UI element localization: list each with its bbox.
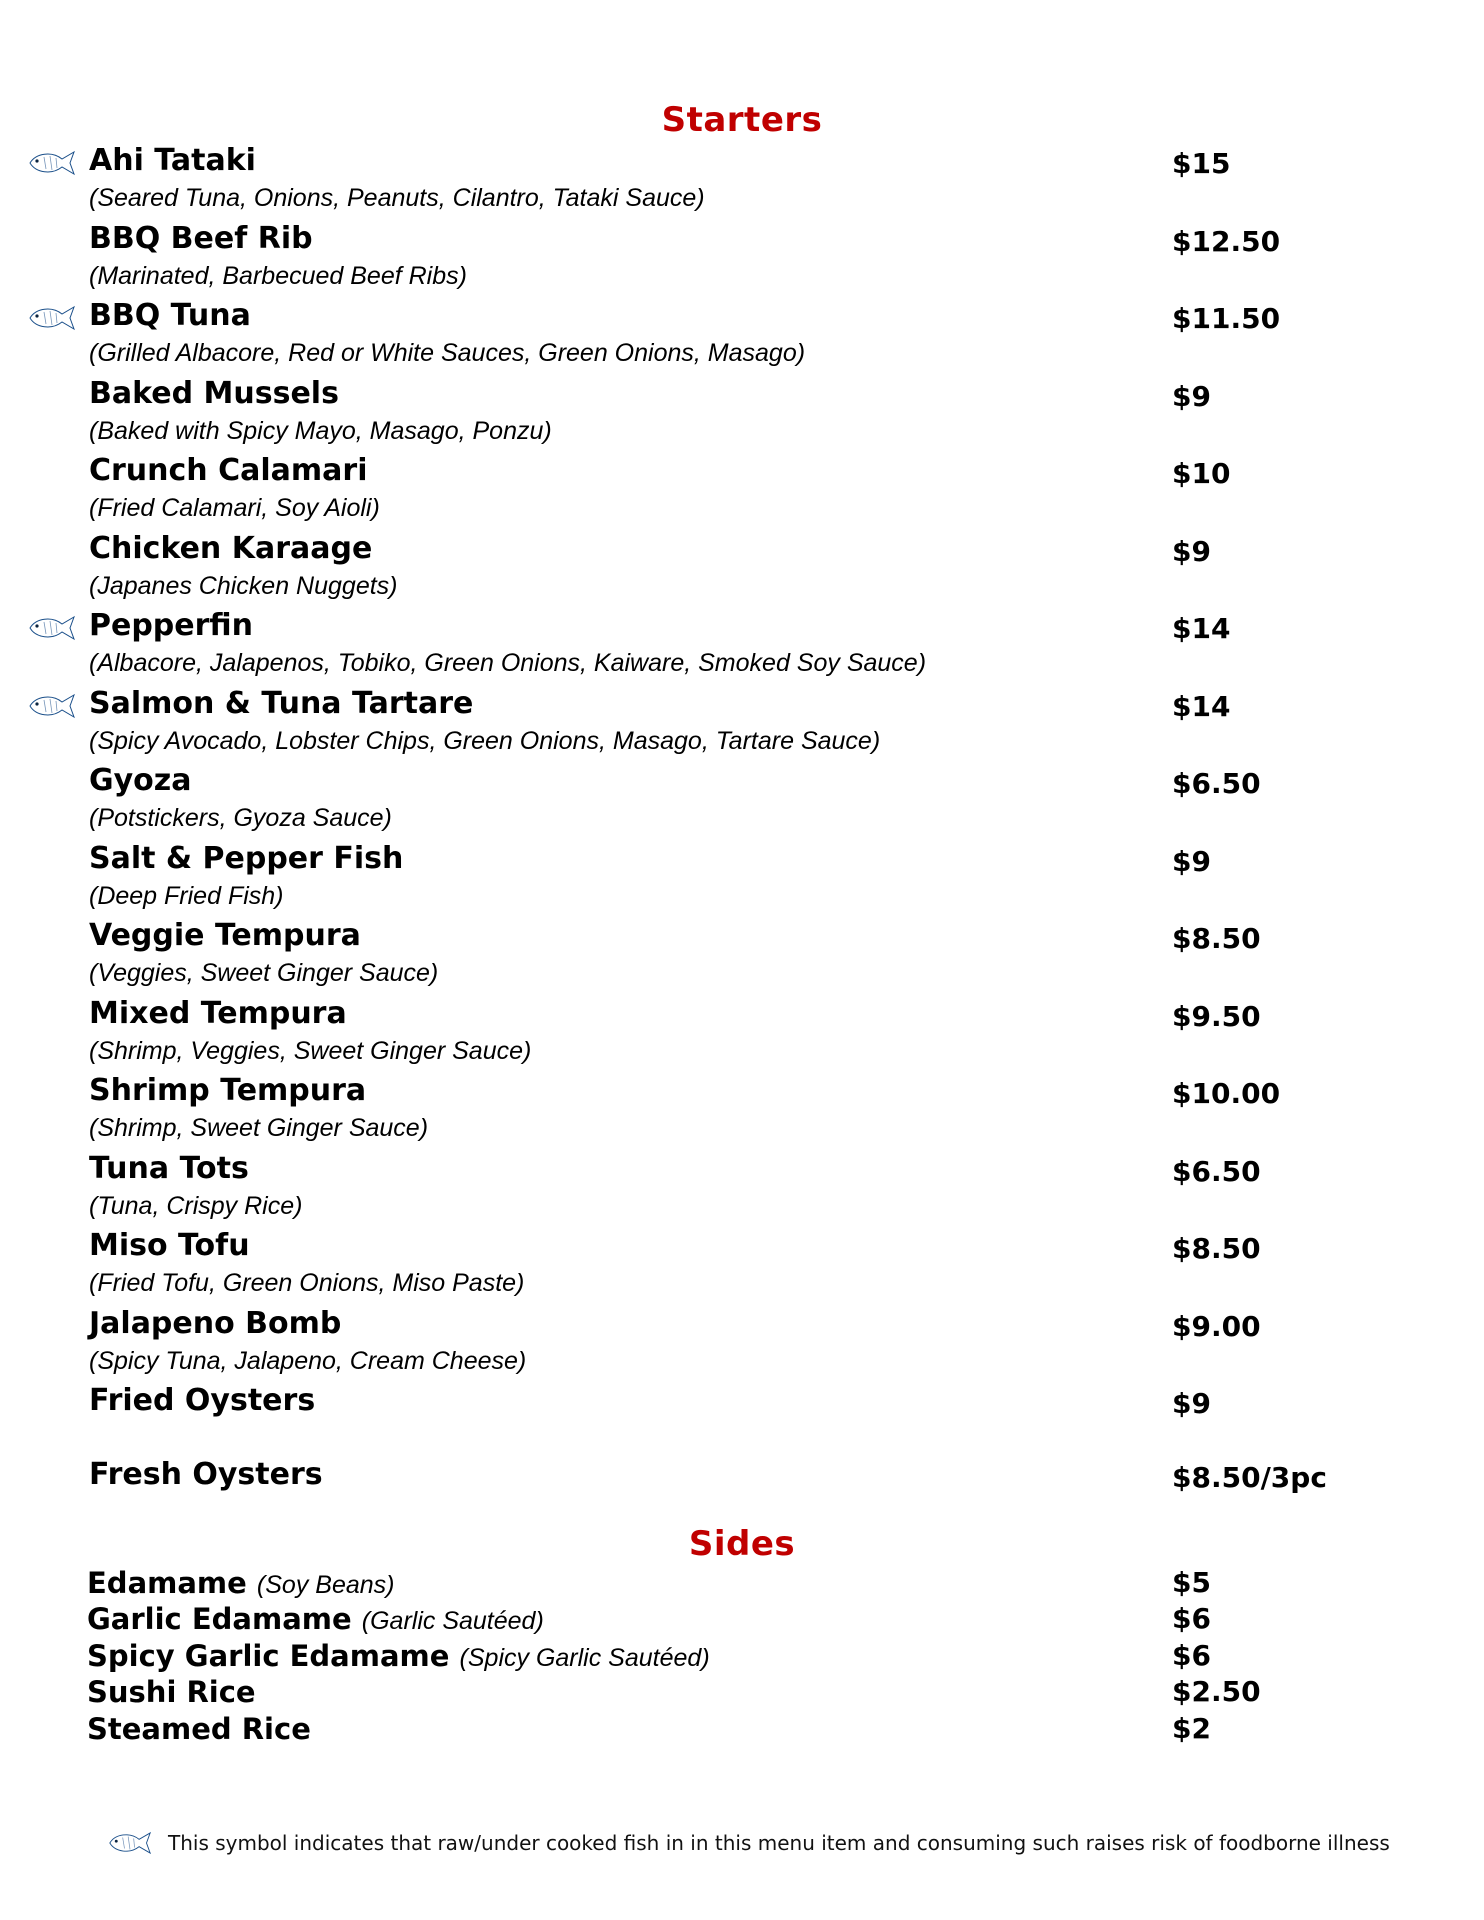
starters-heading: Starters [661,100,823,140]
item-name: Crunch Calamari [89,453,368,488]
item-name: Chicken Karaage [89,530,373,566]
menu-item [0,452,1484,530]
side-name-text: Garlic Edamame [87,1602,352,1637]
side-name [87,1712,311,1746]
item-description: (Fried Tofu, Green Onions, Miso Paste) [89,1269,525,1297]
side-name [87,1566,394,1602]
side-price: $2.50 [1172,1675,1261,1709]
menu-item [0,1072,1484,1150]
side-name [87,1639,710,1675]
item-price: $10.00 [1172,1077,1281,1110]
item-name: BBQ Tuna [89,298,251,333]
menu-item [0,1456,1484,1534]
item-name: Fresh Oysters [89,1457,323,1492]
menu-item [0,297,1484,375]
item-name: Tuna Tots [89,1150,249,1186]
item-name: BBQ Beef Rib [89,220,313,256]
item-description: (Shrimp, Sweet Ginger Sauce) [89,1114,429,1142]
item-description: (Fried Calamari, Soy Aioli) [89,494,380,522]
menu-item [0,685,1484,763]
item-price: $8.50/3pc [1172,1461,1327,1494]
item-name: Ahi Tataki [89,143,256,178]
side-note: (Soy Beans) [256,1571,395,1599]
item-price: $8.50 [1172,922,1261,955]
item-price: $9.00 [1172,1309,1261,1343]
item-price: $6.50 [1172,1154,1261,1188]
item-description: (Baked with Spicy Mayo, Masago, Ponzu) [89,416,552,445]
item-name: Fried Oysters [89,1383,316,1418]
menu-item [0,840,1484,918]
side-item [0,1566,1484,1602]
item-price: $12.50 [1172,224,1281,258]
side-item [0,1675,1484,1711]
item-description: (Marinated, Barbecued Beef Ribs) [89,261,467,290]
side-name [87,1602,544,1638]
item-name: Salt & Pepper Fish [89,840,404,876]
item-name: Baked Mussels [89,375,339,411]
side-name-text: Spicy Garlic Edamame [87,1638,450,1673]
item-description: (Deep Fried Fish) [89,881,284,910]
menu-item [0,1382,1484,1456]
item-description: (Albacore, Jalapenos, Tobiko, Green Onions, Kaiware, Smoked Soy Sauce) [89,649,927,677]
item-price: $9 [1172,844,1211,878]
side-name-text: Edamame [87,1566,247,1600]
item-name: Salmon & Tuna Tartare [89,685,474,721]
side-name-text: Steamed Rice [87,1711,311,1746]
starters-list [0,142,1484,1534]
menu-item [0,530,1484,608]
item-name: Pepperfin [89,608,254,643]
item-name: Veggie Tempura [89,918,361,953]
menu-item [0,1305,1484,1383]
item-name: Gyoza [89,763,192,798]
item-price: $14 [1172,612,1231,645]
menu-item [0,607,1484,685]
menu-item [0,762,1484,840]
item-name: Shrimp Tempura [89,1073,367,1108]
item-price: $9 [1172,1387,1211,1420]
item-description: (Grilled Albacore, Red or White Sauces, Green Onions, Masago) [89,339,806,367]
side-price: $2 [1172,1711,1211,1745]
item-price: $10 [1172,457,1231,490]
footer-text: This symbol indicates that raw/under cooked fish in in this menu item and consuming such raises risk of foodborne illness [168,1831,1390,1855]
menu-item [0,995,1484,1073]
side-note: (Garlic Sautéed) [361,1607,544,1636]
item-price: $9 [1172,534,1211,568]
item-price: $9 [1172,379,1211,413]
item-name: Jalapeno Bomb [89,1305,342,1341]
menu-item [0,220,1484,298]
item-price: $11.50 [1172,302,1281,335]
item-price: $6.50 [1172,767,1261,800]
item-price: $15 [1172,147,1231,180]
item-description: (Seared Tuna, Onions, Peanuts, Cilantro, Tataki Sauce) [89,184,705,212]
item-description: (Tuna, Crispy Rice) [89,1191,303,1220]
side-item [0,1712,1484,1748]
menu-item [0,1227,1484,1305]
side-price: $6 [1172,1602,1211,1636]
sides-heading: Sides [688,1524,796,1564]
menu-item [0,917,1484,995]
item-name: Miso Tofu [89,1228,250,1263]
raw-fish-icon [28,614,76,642]
item-price: $14 [1172,689,1231,723]
item-description: (Japanes Chicken Nuggets) [89,571,398,600]
item-description: (Spicy Tuna, Jalapeno, Cream Cheese) [89,1346,527,1375]
raw-fish-icon [108,1830,152,1856]
footer-note [108,1826,1408,1866]
side-item [0,1602,1484,1638]
item-price: $8.50 [1172,1232,1261,1265]
item-description: (Shrimp, Veggies, Sweet Ginger Sauce) [89,1036,532,1065]
menu-item [0,375,1484,453]
side-name [87,1675,256,1709]
menu-item [0,1150,1484,1228]
item-price: $9.50 [1172,999,1261,1033]
side-item [0,1639,1484,1675]
side-price: $5 [1172,1566,1211,1599]
item-description: (Potstickers, Gyoza Sauce) [89,804,392,832]
side-price: $6 [1172,1638,1211,1672]
item-name: Mixed Tempura [89,995,347,1031]
side-note: (Spicy Garlic Sautéed) [459,1643,710,1672]
raw-fish-icon [28,692,76,720]
sides-list [0,1566,1484,1748]
raw-fish-icon [28,149,76,177]
item-description: (Spicy Avocado, Lobster Chips, Green Onions, Masago, Tartare Sauce) [89,726,881,755]
raw-fish-icon [28,304,76,332]
menu-item [0,142,1484,220]
side-name-text: Sushi Rice [87,1675,256,1710]
item-description: (Veggies, Sweet Ginger Sauce) [89,959,439,987]
